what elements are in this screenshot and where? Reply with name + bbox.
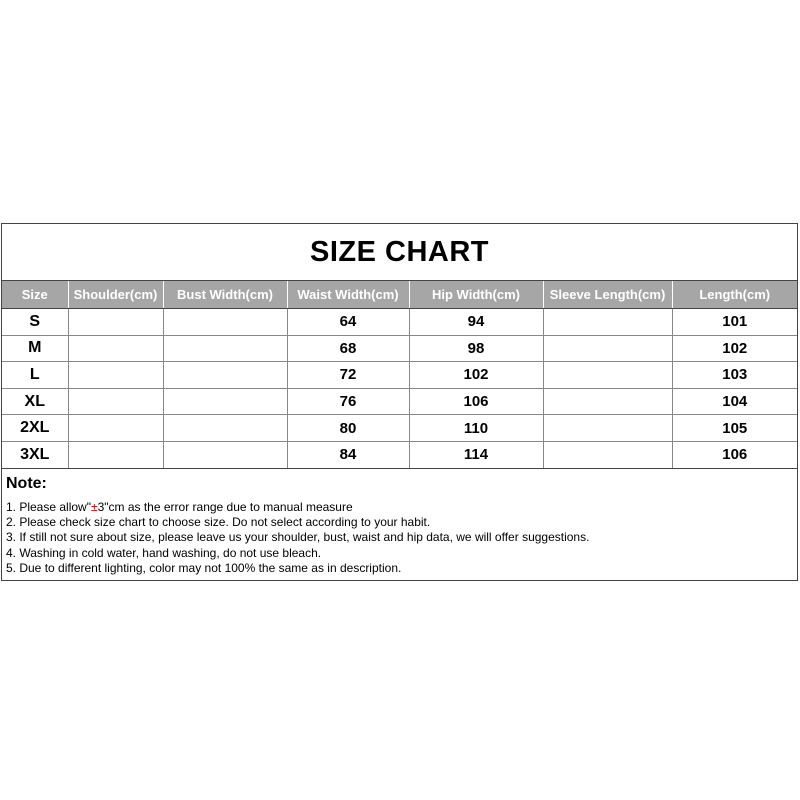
column-header: Length(cm) [672, 281, 797, 309]
table-row [2, 335, 797, 362]
size-cell: L [2, 362, 68, 389]
bust-cell [163, 388, 287, 415]
sleeve-cell [543, 415, 672, 442]
size-cell: 3XL [2, 441, 68, 468]
bust-cell [163, 441, 287, 468]
table-row [2, 309, 797, 336]
shoulder-cell [68, 388, 163, 415]
note-1-prefix: 1. Please allow" [6, 499, 91, 514]
length-cell: 101 [672, 309, 797, 336]
length-cell: 104 [672, 388, 797, 415]
length-cell: 105 [672, 415, 797, 442]
column-header: Bust Width(cm) [163, 281, 287, 309]
sleeve-cell [543, 441, 672, 468]
plus-minus-symbol: ± [90, 499, 98, 514]
size-table [2, 281, 797, 469]
table-row [2, 388, 797, 415]
shoulder-cell [68, 335, 163, 362]
column-header: Waist Width(cm) [287, 281, 409, 309]
bust-cell [163, 335, 287, 362]
table-header-row [2, 281, 797, 309]
note-item-3: 3. If still not sure about size, please leave us your shoulder, bust, waist and hip data, we will offer suggestions. [6, 530, 590, 545]
size-cell: S [2, 309, 68, 336]
waist-cell: 68 [287, 335, 409, 362]
column-header: Sleeve Length(cm) [543, 281, 672, 309]
note-item-1 [6, 500, 793, 515]
note-1-suffix: 3"cm as the error range due to manual measure [97, 499, 353, 514]
waist-cell: 80 [287, 415, 409, 442]
bust-cell [163, 415, 287, 442]
size-chart [1, 223, 798, 581]
hip-cell: 94 [409, 309, 543, 336]
column-header: Shoulder(cm) [68, 281, 163, 309]
hip-cell: 106 [409, 388, 543, 415]
bust-cell [163, 309, 287, 336]
chart-title: SIZE CHART [2, 224, 797, 281]
hip-cell: 114 [409, 441, 543, 468]
waist-cell: 84 [287, 441, 409, 468]
notes-title: Note: [6, 474, 47, 492]
notes-section [2, 469, 797, 580]
table-row [2, 441, 797, 468]
column-header: Hip Width(cm) [409, 281, 543, 309]
length-cell: 102 [672, 335, 797, 362]
sleeve-cell [543, 362, 672, 389]
size-cell: XL [2, 388, 68, 415]
shoulder-cell [68, 362, 163, 389]
table-row [2, 362, 797, 389]
hip-cell: 102 [409, 362, 543, 389]
shoulder-cell [68, 309, 163, 336]
waist-cell: 72 [287, 362, 409, 389]
sleeve-cell [543, 335, 672, 362]
bust-cell [163, 362, 287, 389]
note-item-5: 5. Due to different lighting, color may not 100% the same as in description. [6, 561, 402, 576]
note-item-4: 4. Washing in cold water, hand washing, do not use bleach. [6, 545, 322, 560]
column-header: Size [2, 281, 68, 309]
sleeve-cell [543, 388, 672, 415]
length-cell: 103 [672, 362, 797, 389]
shoulder-cell [68, 441, 163, 468]
hip-cell: 110 [409, 415, 543, 442]
waist-cell: 76 [287, 388, 409, 415]
size-cell: M [2, 335, 68, 362]
length-cell: 106 [672, 441, 797, 468]
waist-cell: 64 [287, 309, 409, 336]
sleeve-cell [543, 309, 672, 336]
size-cell: 2XL [2, 415, 68, 442]
hip-cell: 98 [409, 335, 543, 362]
shoulder-cell [68, 415, 163, 442]
note-item-2: 2. Please check size chart to choose size. Do not select according to your habit. [6, 514, 431, 529]
table-row [2, 415, 797, 442]
